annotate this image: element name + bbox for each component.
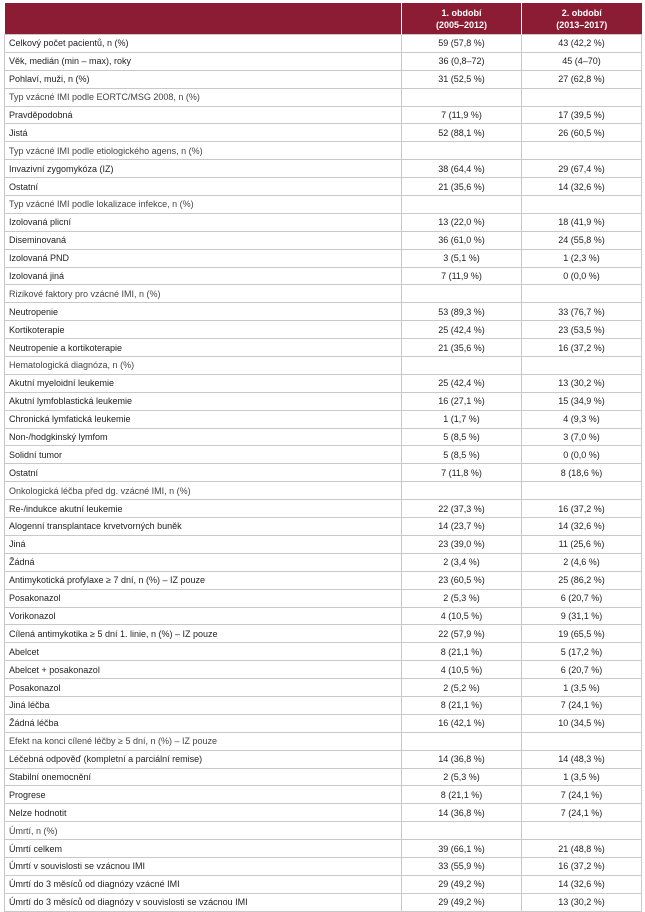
period-2-value: 23 (53,5 %) [522,321,642,339]
row-label: Cílená antimykotika ≥ 5 dní 1. linie, n (%) – IZ pouze [5,625,402,643]
period-1-value: 13 (22,0 %) [402,213,522,231]
row-label: Věk, medián (min – max), roky [5,52,402,70]
period-1-value [402,732,522,750]
period-2-value: 5 (17,2 %) [522,643,642,661]
row-label: Re-/indukce akutní leukemie [5,500,402,518]
period-1-value [402,88,522,106]
row-label: Progrese [5,786,402,804]
period-1-value: 5 (8,5 %) [402,428,522,446]
table-body [5,35,642,912]
row-label: Ostatní [5,464,402,482]
period-2-value: 7 (24,1 %) [522,786,642,804]
row-label: Abelcet [5,643,402,661]
row-label: Abelcet + posakonazol [5,661,402,679]
table-row [5,768,642,786]
table-row [5,714,642,732]
row-label: Léčebná odpověď (kompletní a parciální remise) [5,750,402,768]
row-label: Vorikonazol [5,607,402,625]
period-1-value: 23 (39,0 %) [402,535,522,553]
row-label: Celkový počet pacientů, n (%) [5,35,402,53]
period-2-value [522,357,642,375]
table-row [5,571,642,589]
row-label: Úmrtí, n (%) [5,822,402,840]
header-period-1 [402,3,522,35]
table-row [5,178,642,196]
period-1-value: 3 (5,1 %) [402,249,522,267]
table-row [5,88,642,106]
table-row [5,124,642,142]
period-2-value: 10 (34,5 %) [522,714,642,732]
table-row [5,750,642,768]
table-row [5,321,642,339]
period-2-value [522,482,642,500]
row-label: Akutní myeloidní leukemie [5,374,402,392]
period-2-value: 14 (32,6 %) [522,875,642,893]
row-label: Pohlaví, muži, n (%) [5,70,402,88]
table-row [5,535,642,553]
period-2-value: 16 (37,2 %) [522,857,642,875]
row-label: Rizikové faktory pro vzácné IMI, n (%) [5,285,402,303]
period-1-value: 29 (49,2 %) [402,893,522,911]
table-row [5,482,642,500]
table-row [5,249,642,267]
period-1-value: 29 (49,2 %) [402,875,522,893]
row-label: Akutní lymfoblastická leukemie [5,392,402,410]
period-2-value [522,732,642,750]
period-2-value: 29 (67,4 %) [522,160,642,178]
period-1-value: 14 (36,8 %) [402,750,522,768]
row-label: Neutropenie a kortikoterapie [5,339,402,357]
period-2-value: 13 (30,2 %) [522,374,642,392]
table-row [5,875,642,893]
period-1-value [402,822,522,840]
table-row [5,35,642,53]
period-2-value [522,88,642,106]
table-row [5,267,642,285]
period-1-value: 4 (10,5 %) [402,607,522,625]
period-2-value [522,822,642,840]
table-row [5,70,642,88]
table-row [5,52,642,70]
table-row [5,428,642,446]
period-1-value [402,482,522,500]
table-row [5,339,642,357]
period-2-value: 11 (25,6 %) [522,535,642,553]
period-2-value [522,196,642,214]
table-row [5,392,642,410]
row-label: Nelze hodnotit [5,804,402,822]
period-1-value: 8 (21,1 %) [402,696,522,714]
row-label: Antimykotická profylaxe ≥ 7 dní, n (%) – IZ pouze [5,571,402,589]
table-row [5,446,642,464]
period-1-value: 14 (36,8 %) [402,804,522,822]
row-label: Jiná léčba [5,696,402,714]
period-2-value: 4 (9,3 %) [522,410,642,428]
row-label: Posakonazol [5,679,402,697]
table-row [5,553,642,571]
table-row [5,518,642,536]
row-label: Efekt na konci cílené léčby ≥ 5 dní, n (%) – IZ pouze [5,732,402,750]
period-1-value: 2 (5,3 %) [402,589,522,607]
period-2-value: 16 (37,2 %) [522,500,642,518]
table-row [5,500,642,518]
row-label: Žádná léčba [5,714,402,732]
period-2-value [522,285,642,303]
characteristics-table [4,3,642,912]
period-2-value: 17 (39,5 %) [522,106,642,124]
period-1-value: 7 (11,9 %) [402,106,522,124]
period-1-value: 59 (57,8 %) [402,35,522,53]
table-row [5,357,642,375]
period-2-value: 1 (2,3 %) [522,249,642,267]
table-row [5,786,642,804]
table-row [5,160,642,178]
row-label: Izolovaná plicní [5,213,402,231]
table-row [5,643,642,661]
table-row [5,410,642,428]
period-1-value [402,142,522,160]
table-row [5,285,642,303]
table-row [5,303,642,321]
period-1-value: 25 (42,4 %) [402,321,522,339]
row-label: Izolovaná PND [5,249,402,267]
period-2-value: 14 (32,6 %) [522,518,642,536]
period-1-value: 14 (23,7 %) [402,518,522,536]
period-1-value: 23 (60,5 %) [402,571,522,589]
period-2-value: 14 (32,6 %) [522,178,642,196]
period-2-value: 26 (60,5 %) [522,124,642,142]
period-1-value: 38 (64,4 %) [402,160,522,178]
period-1-value [402,357,522,375]
period-2-value: 21 (48,8 %) [522,840,642,858]
period-2-value: 7 (24,1 %) [522,696,642,714]
table-row [5,696,642,714]
row-label: Diseminovaná [5,231,402,249]
period-1-value: 4 (10,5 %) [402,661,522,679]
period-2-value: 0 (0,0 %) [522,446,642,464]
period-1-value: 53 (89,3 %) [402,303,522,321]
period-2-value: 15 (34,9 %) [522,392,642,410]
period-2-value: 3 (7,0 %) [522,428,642,446]
table-row [5,661,642,679]
period-1-value: 16 (27,1 %) [402,392,522,410]
table-row [5,607,642,625]
row-label: Posakonazol [5,589,402,607]
header-blank-cell [5,3,402,35]
row-label: Jistá [5,124,402,142]
row-label: Jiná [5,535,402,553]
table-row [5,464,642,482]
row-label: Typ vzácné IMI podle EORTC/MSG 2008, n (%) [5,88,402,106]
table-row [5,196,642,214]
period-1-value: 8 (21,1 %) [402,643,522,661]
row-label: Úmrtí v souvislosti se vzácnou IMI [5,857,402,875]
table-header-row [5,3,642,35]
period-1-value: 25 (42,4 %) [402,374,522,392]
table-row [5,679,642,697]
period-2-value: 7 (24,1 %) [522,804,642,822]
period-1-value: 8 (21,1 %) [402,786,522,804]
row-label: Neutropenie [5,303,402,321]
row-label: Typ vzácné IMI podle etiologického agens, n (%) [5,142,402,160]
table-row [5,374,642,392]
row-label: Stabilní onemocnění [5,768,402,786]
row-label: Onkologická léčba před dg. vzácné IMI, n (%) [5,482,402,500]
period-1-value: 7 (11,9 %) [402,267,522,285]
row-label: Alogenní transplantace krvetvorných buněk [5,518,402,536]
period-1-value: 39 (66,1 %) [402,840,522,858]
period-1-value: 2 (5,2 %) [402,679,522,697]
table-row [5,857,642,875]
period-1-value: 2 (5,3 %) [402,768,522,786]
period-1-value: 16 (42,1 %) [402,714,522,732]
period-1-value: 2 (3,4 %) [402,553,522,571]
row-label: Chronická lymfatická leukemie [5,410,402,428]
header-period-2-name: 2. období [561,7,602,18]
period-1-value: 22 (57,9 %) [402,625,522,643]
period-2-value: 25 (86,2 %) [522,571,642,589]
period-1-value [402,285,522,303]
table-row [5,231,642,249]
period-1-value: 21 (35,6 %) [402,178,522,196]
header-period-2-years: (2013–2017) [556,19,608,30]
period-1-value: 22 (37,3 %) [402,500,522,518]
table-row [5,893,642,911]
row-label: Pravděpodobná [5,106,402,124]
period-2-value: 16 (37,2 %) [522,339,642,357]
period-1-value: 36 (0,8–72) [402,52,522,70]
period-2-value: 43 (42,2 %) [522,35,642,53]
period-2-value: 0 (0,0 %) [522,267,642,285]
table-row [5,106,642,124]
table-row [5,732,642,750]
period-1-value: 5 (8,5 %) [402,446,522,464]
row-label: Solidní tumor [5,446,402,464]
period-2-value: 33 (76,7 %) [522,303,642,321]
header-period-2 [522,3,642,35]
period-2-value: 18 (41,9 %) [522,213,642,231]
period-2-value: 6 (20,7 %) [522,661,642,679]
row-label: Ostatní [5,178,402,196]
row-label: Izolovaná jiná [5,267,402,285]
table-row [5,625,642,643]
period-2-value: 27 (62,8 %) [522,70,642,88]
table-row [5,840,642,858]
period-2-value: 1 (3,5 %) [522,679,642,697]
period-2-value: 9 (31,1 %) [522,607,642,625]
period-1-value: 21 (35,6 %) [402,339,522,357]
table-row [5,822,642,840]
row-label: Hematologická diagnóza, n (%) [5,357,402,375]
row-label: Úmrtí celkem [5,840,402,858]
header-period-1-years: (2005–2012) [435,19,488,30]
row-label: Invazivní zygomykóza (IZ) [5,160,402,178]
period-1-value [402,196,522,214]
period-2-value: 24 (55,8 %) [522,231,642,249]
period-1-value: 33 (55,9 %) [402,857,522,875]
period-2-value: 45 (4–70) [522,52,642,70]
table-row [5,589,642,607]
period-1-value: 52 (88,1 %) [402,124,522,142]
table-row [5,142,642,160]
row-label: Typ vzácné IMI podle lokalizace infekce, n (%) [5,196,402,214]
row-label: Kortikoterapie [5,321,402,339]
period-2-value: 19 (65,5 %) [522,625,642,643]
header-period-1-name: 1. období [441,7,482,18]
row-label: Žádná [5,553,402,571]
period-2-value: 2 (4,6 %) [522,553,642,571]
period-2-value [522,142,642,160]
row-label: Non-/hodgkinský lymfom [5,428,402,446]
row-label: Úmrtí do 3 měsíců od diagnózy v souvislosti se vzácnou IMI [5,893,402,911]
row-label: Úmrtí do 3 měsíců od diagnózy vzácné IMI [5,875,402,893]
period-1-value: 36 (61,0 %) [402,231,522,249]
period-2-value: 14 (48,3 %) [522,750,642,768]
period-2-value: 1 (3,5 %) [522,768,642,786]
period-2-value: 13 (30,2 %) [522,893,642,911]
table-row [5,804,642,822]
table-row [5,213,642,231]
period-1-value: 7 (11,8 %) [402,464,522,482]
period-1-value: 31 (52,5 %) [402,70,522,88]
period-2-value: 6 (20,7 %) [522,589,642,607]
period-2-value: 8 (18,6 %) [522,464,642,482]
period-1-value: 1 (1,7 %) [402,410,522,428]
